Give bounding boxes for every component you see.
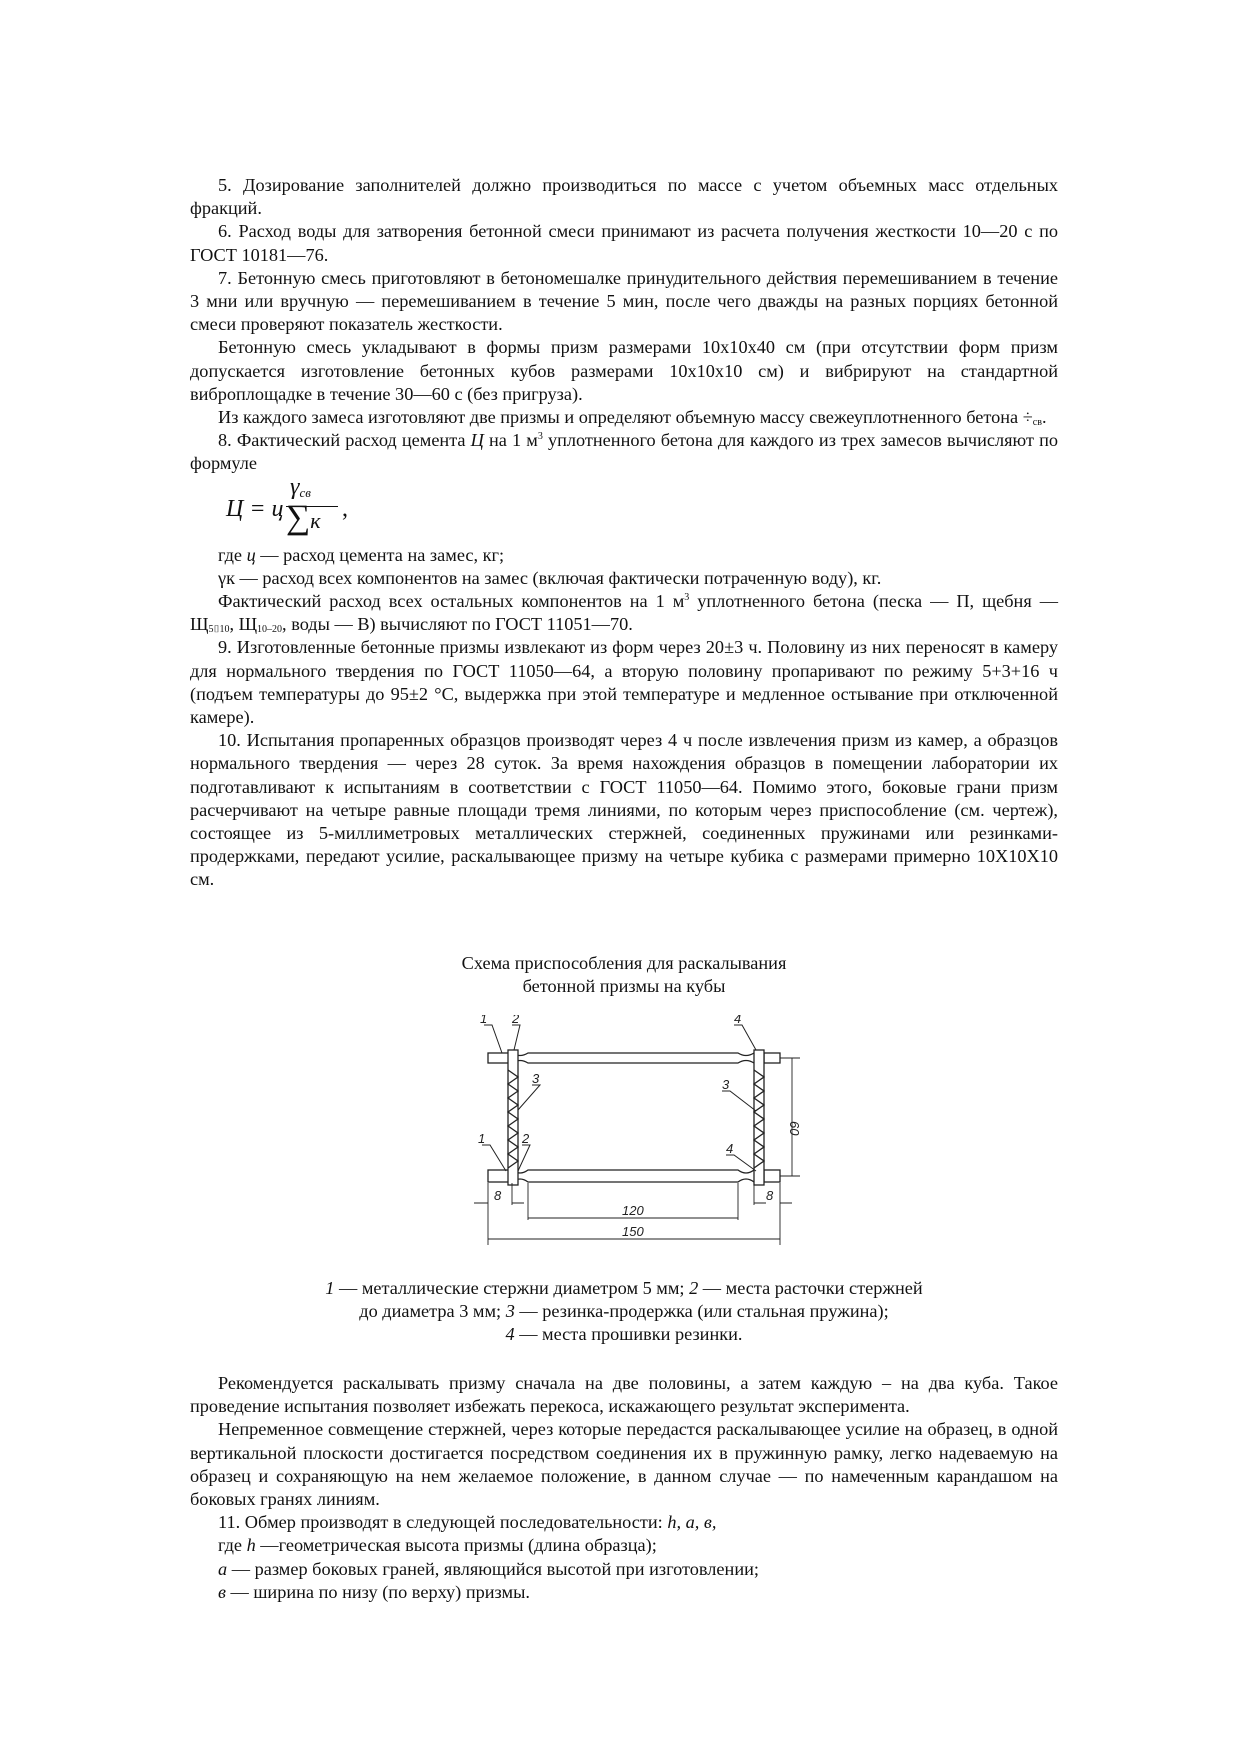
left-spring bbox=[508, 1050, 518, 1185]
legend-line-3 bbox=[190, 1323, 1058, 1346]
right-spring bbox=[754, 1050, 764, 1185]
label-4: 4 bbox=[734, 1015, 742, 1026]
text: — размер боковых граней, являющийся высотой при изготовлении; bbox=[227, 1558, 759, 1579]
label-1: 1 bbox=[480, 1015, 488, 1026]
text: уплотненного бетона для каждого из трех замесов вычисляют по формуле bbox=[190, 430, 1058, 474]
leader-lines bbox=[482, 1025, 756, 1171]
definition-v bbox=[190, 1581, 1058, 1604]
dim-120: 120 bbox=[622, 1203, 644, 1218]
paragraph-7b: Бетонную смесь укладывают в формы призм размерами 10х10х40 см (при отсутствии форм призм допускается изготовление бетонных кубов размерами 10х10х10 см) и вибрируют на стандартной виброплощадке в течение 30—60 с (без пригруза). bbox=[190, 337, 1058, 404]
text: Фактический расход всех остальных компонентов на 1 м bbox=[218, 591, 685, 612]
formula bbox=[226, 473, 1058, 544]
superscript: 3 bbox=[684, 592, 690, 604]
text: , Щ bbox=[229, 614, 258, 635]
variable: h bbox=[246, 1535, 256, 1556]
subscript: св bbox=[1032, 417, 1042, 429]
legend-text: — металлические стержни диаметром 5 мм; bbox=[334, 1278, 690, 1298]
legend-num: 3 bbox=[505, 1301, 515, 1322]
figure-legend bbox=[190, 1277, 1058, 1347]
legend-text: — резинка-продержка (или стальная пружина); bbox=[514, 1301, 889, 1322]
legend-text: до диаметра 3 мм; bbox=[359, 1301, 506, 1322]
definition-h bbox=[190, 1534, 1058, 1557]
formula-denominator bbox=[286, 498, 321, 536]
where-2: γк — расход всех компонентов на замес (включая фактически потраченную воду), кг. bbox=[218, 567, 882, 588]
text: 11. Обмер производят в следующей последовательности: bbox=[218, 1512, 668, 1533]
dim-8-left: 8 bbox=[494, 1188, 502, 1203]
superscript: 3 bbox=[537, 431, 543, 443]
legend-text: — места прошивки резинки. bbox=[514, 1324, 743, 1345]
k: к bbox=[310, 507, 321, 533]
paragraph-7: 7. Бетонную смесь приготовляют в бетономешалке принудительного действия перемешиванием в течение 3 мни или вручную — перемешиванием в течение 5 мин, после чего дважды на разных порциях бетонной смеси проверяют показатель жесткости. bbox=[190, 267, 1058, 335]
definition-a bbox=[190, 1558, 1058, 1581]
label-3: 3 bbox=[532, 1071, 540, 1086]
figure-title bbox=[190, 952, 1058, 998]
paragraph-8b bbox=[190, 590, 1058, 636]
sum-sign: ∑ bbox=[286, 498, 311, 536]
paragraph-8 bbox=[190, 429, 1058, 475]
label-4: 4 bbox=[726, 1141, 734, 1156]
text: — расход цемента на замес, кг; bbox=[255, 544, 505, 565]
paragraph-9: 9. Изготовленные бетонные призмы извлекают из форм через 20±3 ч. Половину из них переносят в камеру для нормального твердения по ГОСТ 11050—64, а вторую половину пропаривают по режиму 5+3+16 ч (подъем температуры до 95±2 °С, выдержка при этой температуре и медленное остывание при отключенной камере). bbox=[190, 637, 1058, 728]
text: где bbox=[218, 1535, 247, 1556]
dim-150: 150 bbox=[622, 1224, 644, 1239]
text: Из каждого замеса изготовляют две призмы и определяют объемную массу свежеуплотненного бетона ÷ bbox=[218, 407, 1033, 428]
comma: , bbox=[342, 495, 348, 522]
formula-numerator bbox=[290, 473, 311, 500]
figure-title-line-2: бетонной призмы на кубы bbox=[522, 976, 726, 997]
paragraph-11 bbox=[190, 1511, 1058, 1534]
subscript: 10–20 bbox=[257, 624, 283, 636]
symbol: ц bbox=[246, 544, 256, 565]
legend-num: 4 bbox=[505, 1324, 515, 1345]
main-text bbox=[190, 174, 1058, 892]
paragraph-10: 10. Испытания пропаренных образцов производят через 4 ч после извлечения призм из камер, а образцов нормального твердения — через 28 суток. За время нахождения образцов в помещении лаборатории их подготавливают к испытаниям в соответствии с ГОСТ 11050—64. Помимо этого, боковые грани призм расчерчивают на четыре равные площади тремя линиями, по которым через приспособление (см. чертеж), состоящее из 5-миллиметровых металлических стержней, соединенных пружинами или резинками-продержками, передают усилие, раскалывающее призму на четыре кубика с размерами примерно 10Х10Х10 см. bbox=[190, 730, 1058, 890]
subscript: 5⌷10 bbox=[208, 624, 230, 636]
legend-num: 2 bbox=[689, 1278, 699, 1298]
variable: в bbox=[218, 1581, 226, 1602]
paragraph-6: 6. Расход воды для затворения бетонной смеси принимают из расчета получения жесткости 10—20 с по ГОСТ 10181—76. bbox=[190, 221, 1058, 265]
paragraph-7c bbox=[190, 406, 1058, 429]
subscript: св bbox=[299, 484, 311, 500]
formula-lhs: Ц = ц bbox=[226, 495, 284, 522]
dim-60: 60 bbox=[787, 1121, 802, 1136]
dim-8-right: 8 bbox=[766, 1188, 774, 1203]
legend-text: — места расточки стержней bbox=[698, 1278, 923, 1298]
bottom-rod bbox=[488, 1170, 780, 1182]
text: . bbox=[1041, 407, 1047, 428]
text: на 1 м bbox=[483, 430, 538, 451]
recommendation-1: Рекомендуется раскалывать призму сначала на две половины, а затем каждую – на два куба. Такое проведение испытания позволяет избежать перекоса, искажающего результат эксперимента. bbox=[190, 1373, 1058, 1417]
text: —геометрическая высота призмы (длина образца); bbox=[255, 1535, 657, 1556]
where-1 bbox=[190, 544, 1058, 567]
variables: h, a, в, bbox=[667, 1512, 717, 1533]
legend-num: 1 bbox=[325, 1278, 335, 1298]
paragraph-5: 5. Дозирование заполнителей должно производиться по массе с учетом объемных масс отдельных фракций. bbox=[190, 175, 1058, 219]
top-rod bbox=[488, 1053, 780, 1063]
symbol: Ц bbox=[470, 430, 484, 451]
legend-line-2 bbox=[190, 1300, 1058, 1323]
text: где bbox=[218, 544, 247, 565]
label-2: 2 bbox=[512, 1015, 520, 1026]
text: , воды — В) вычисляют по ГОСТ 11051—70. bbox=[282, 614, 633, 635]
bottom-text bbox=[190, 1372, 1058, 1604]
legend-line-1 bbox=[190, 1277, 1058, 1300]
recommendation-2: Непременное совмещение стержней, через которые передастся раскалывающее усилие на образец, в одной вертикальной плоскости достигается посредством соединения их в пружинную рамку, легко надеваемую на образец и сохраняющую на нем желаемое положение, в данном случае — по намеченным карандашом на боковых гранях линиям. bbox=[190, 1419, 1058, 1510]
gamma: γ bbox=[290, 473, 300, 500]
text: уплотненного бетона (песка — П, щебня — Щ bbox=[190, 591, 1058, 635]
text: 8. Фактический расход цемента bbox=[218, 430, 471, 451]
splitting-device-diagram bbox=[470, 1015, 810, 1255]
label-2: 2 bbox=[522, 1131, 530, 1146]
variable: а bbox=[218, 1558, 228, 1579]
text: — ширина по низу (по верху) призмы. bbox=[225, 1581, 530, 1602]
label-1: 1 bbox=[478, 1131, 486, 1146]
label-3: 3 bbox=[722, 1077, 730, 1092]
figure-title-line-1: Схема приспособления для раскалывания bbox=[461, 953, 787, 973]
